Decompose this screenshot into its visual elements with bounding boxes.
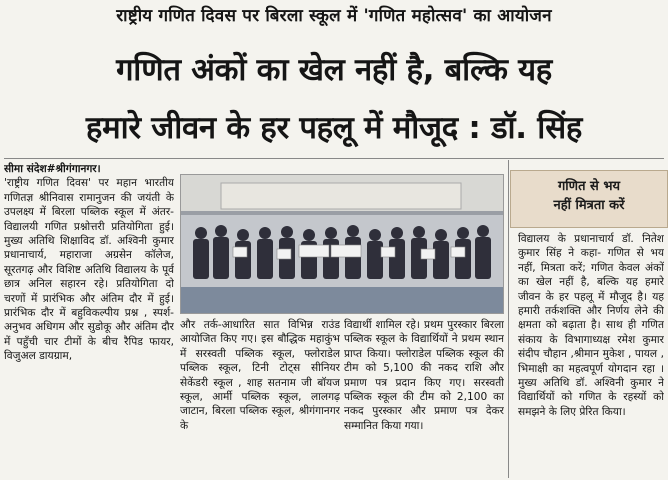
sidebar-title-box	[510, 170, 668, 228]
article-column-3: विद्यार्थी शामिल रहे। प्रथम पुरस्कार बिरला पब्लिक स्कूल के विद्यार्थियों ने प्रथम स्थान प्राप्त किया। फ्लोराडेल पब्लिक स्कूल की टीम को 5,100 की नकद राशि और प्रमाण पत्र प्रदान किए गए। सरस्वती पब्लिक स्कूल की टीम को 2,100 का नकद पुरस्कार और प्रमाण पत्र देकर सम्मानित किया गया।	[344, 319, 504, 432]
sidebar-text: विद्यालय के प्रधानाचार्य डॉ. नितेश कुमार सिंह ने कहा- गणित से भय नहीं, मित्रता करें; गणित केवल अंकों का खेल नहीं है, बल्कि यह हमारे जीवन के हर पहलू में मौजूद है। यह हमारी तर्कशक्ति और निर्णय लेने की क्षमता को बढ़ाता है। साथ ही गणित संकाय के विभागाध्यक्ष रमेश कुमार संदीप चौहान ,श्रीमान मुकेश , पायल , भिमाक्षी का महत्वपूर्ण योगदान रहा । मुख्य अतिथि डॉ. अश्विनी कुमार ने विद्यार्थियों को गणित के रहस्यों को समझने के लिए प्रेरित किया।	[518, 233, 664, 418]
sidebar-title-line-2: नहीं मित्रता करें	[553, 198, 625, 213]
article-column-1	[4, 162, 174, 478]
main-headline-line-2: हमारे जीवन के हर पहलू में मौजूद : डॉ. सिंह	[85, 110, 583, 146]
event-photo-illustration	[181, 175, 503, 313]
main-headline-line-1: गणित अंकों का खेल नहीं है, बल्कि यह	[116, 52, 552, 88]
divider	[4, 158, 664, 159]
sidebar-title-line-1: गणित से भय	[557, 179, 620, 194]
column-1-text: 'राष्ट्रीय गणित दिवस' पर महान भारतीय गणितज्ञ श्रीनिवास रामानुजन की जयंती के उपलक्ष्य में बिरला पब्लिक स्कूल में अंतर-विद्यालयी गणित प्रश्नोत्तरी प्रतियोगिता हुई। मुख्य अतिथि शिक्षाविद डॉ. अश्विनी कुमार प्रधानाचार्य, महाराजा अग्रसेन कॉलेज, सूरतगढ़ और विशिष्ट अतिथि विद्यालय के पूर्व छात्र अनिल सहारन रहे। प्रतियोगिता दो चरणों में प्रारंभिक और अंतिम दौर में हुई। प्रारंभिक दौर में बहुविकल्पीय प्रश्न , स्पर्श-अनुभव अधिगम और सुडोकू और अंतिम दौर में पहुँची चार टीमों के बीच रैपिड फायर, विजुअल डायग्राम,	[4, 177, 174, 363]
column-rule	[508, 160, 509, 478]
byline: सीमा संदेश#श्रीगंगानगर।	[4, 163, 101, 175]
article-column-2: और तर्क-आधारित सात विभिन्न राउंड आयोजित किए गए। इस बौद्धिक महाकुंभ में सरस्वती पब्लिक स्कूल, फ्लोराडेल पब्लिक स्कूल, टिनी टोट्स सीनियर सेकेंडरी स्कूल , शाह सतनाम जी बॉयज स्कूल, आर्मी पब्लिक स्कूल, लालगढ़ जाटान, बिरला पब्लिक स्कूल, श्रीगंगानगर के	[180, 319, 340, 432]
sidebar-title	[511, 171, 667, 215]
kicker-headline: राष्ट्रीय गणित दिवस पर बिरला स्कूल में 'गणित महोत्सव' का आयोजन	[116, 6, 552, 26]
event-photo	[180, 174, 504, 314]
